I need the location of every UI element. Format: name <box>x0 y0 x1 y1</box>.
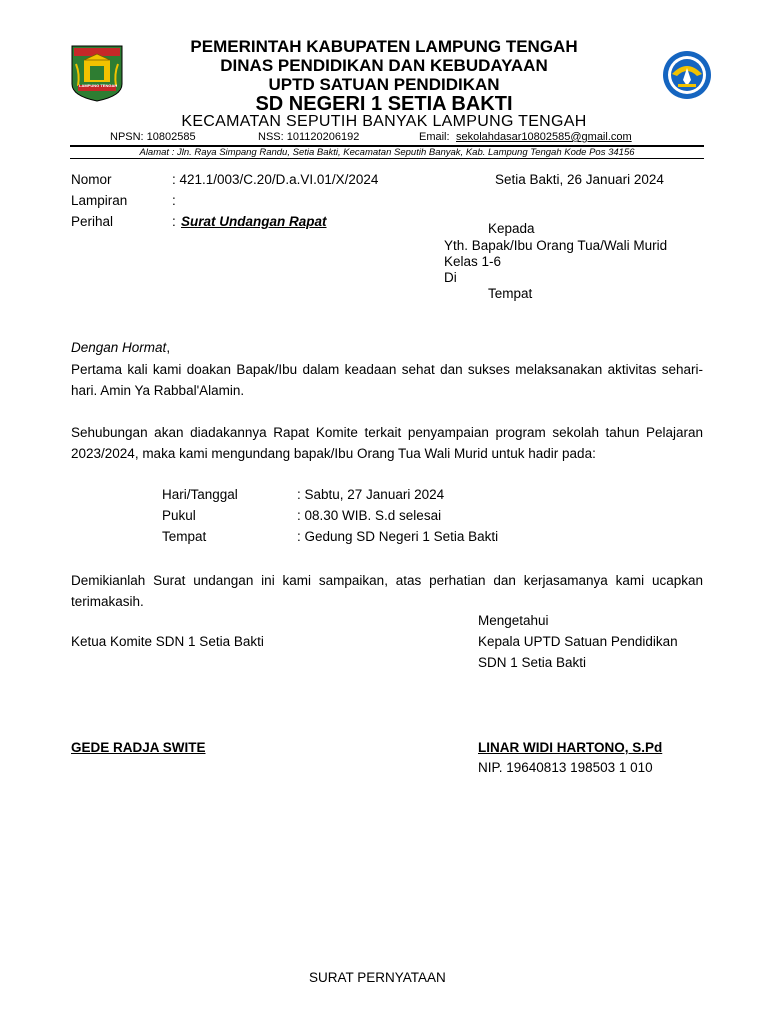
header-rule-bottom <box>70 158 704 159</box>
school-name: SD NEGERI 1 SETIA BAKTI <box>255 93 513 115</box>
sign-right-title-1: Kepala UPTD Satuan Pendidikan <box>478 634 678 649</box>
recipient-kelas: Kelas 1-6 <box>444 254 502 269</box>
paragraph-opening: Pertama kali kami doakan Bapak/Ibu dalam keadaan sehat dan sukses melaksanakan aktivitas sehari-hari. Amin Ya Rabbal'Alamin. <box>71 362 703 398</box>
nomor-value: : 421.1/003/C.20/D.a.VI.01/X/2024 <box>172 172 379 187</box>
recipient-tempat: Tempat <box>488 286 533 301</box>
place-date: Setia Bakti, 26 Januari 2024 <box>495 172 664 187</box>
email-label: Email: <box>419 131 450 143</box>
detail-label-time: Pukul <box>162 508 196 523</box>
nss: NSS: 101120206192 <box>258 131 360 143</box>
recipient-kepada: Kepada <box>488 221 535 236</box>
perihal-value: Surat Undangan Rapat <box>181 214 327 229</box>
sign-right-name: LINAR WIDI HARTONO, S.Pd <box>478 740 663 755</box>
sign-left-name: GEDE RADJA SWITE <box>71 740 206 755</box>
detail-label-place: Tempat <box>162 529 207 544</box>
detail-label-date: Hari/Tanggal <box>162 487 238 502</box>
header-line-1: PEMERINTAH KABUPATEN LAMPUNG TENGAH <box>190 37 578 56</box>
greeting-comma: , <box>166 340 171 355</box>
next-document-title: SURAT PERNYATAAN <box>309 970 446 985</box>
recipient-yth: Yth. Bapak/Ibu Orang Tua/Wali Murid <box>444 238 668 253</box>
sign-mengetahui: Mengetahui <box>478 613 549 628</box>
greeting <box>71 340 170 355</box>
lampiran-label: Lampiran <box>71 193 128 208</box>
recipient-di: Di <box>444 270 457 285</box>
logo-left-text: LAMPUNG TENGAH <box>79 83 118 88</box>
school-address: Alamat : Jln. Raya Simpang Randu, Setia Bakti, Kecamatan Seputih Banyak, Kab. Lampung Tengah Kode Pos 34156 <box>139 147 635 158</box>
paragraph-invitation: Sehubungan akan diadakannya Rapat Komite terkait penyampaian program sekolah tahun Pelajaran 2023/2024, maka kami mengundang bapak/Ibu Orang Tua Wali Murid untuk hadir pada: <box>71 425 703 461</box>
lampiran-value: : <box>172 193 176 208</box>
nomor-label: Nomor <box>71 172 112 187</box>
header-district: KECAMATAN SEPUTIH BANYAK LAMPUNG TENGAH <box>181 113 587 130</box>
header-line-2: DINAS PENDIDIKAN DAN KEBUDAYAAN <box>220 56 548 75</box>
detail-value-date: : Sabtu, 27 Januari 2024 <box>297 487 445 502</box>
header-line-3: UPTD SATUAN PENDIDIKAN <box>268 75 500 94</box>
perihal-label: Perihal <box>71 214 114 229</box>
sign-right-nip: NIP. 19640813 198503 1 010 <box>478 760 653 775</box>
npsn: NPSN: 10802585 <box>110 131 196 143</box>
detail-value-time: : 08.30 WIB. S.d selesai <box>297 508 442 523</box>
sign-right-title-2: SDN 1 Setia Bakti <box>478 655 587 670</box>
perihal-colon: : <box>172 214 176 229</box>
greeting-text: Dengan Hormat <box>71 340 167 355</box>
detail-value-place: : Gedung SD Negeri 1 Setia Bakti <box>297 529 499 544</box>
sign-left-title: Ketua Komite SDN 1 Setia Bakti <box>71 634 264 649</box>
paragraph-closing: Demikianlah Surat undangan ini kami sampaikan, atas perhatian dan kerjasamanya kami ucapkan terimakasih. <box>71 573 703 609</box>
email-link[interactable]: sekolahdasar10802585@gmail.com <box>456 131 632 143</box>
